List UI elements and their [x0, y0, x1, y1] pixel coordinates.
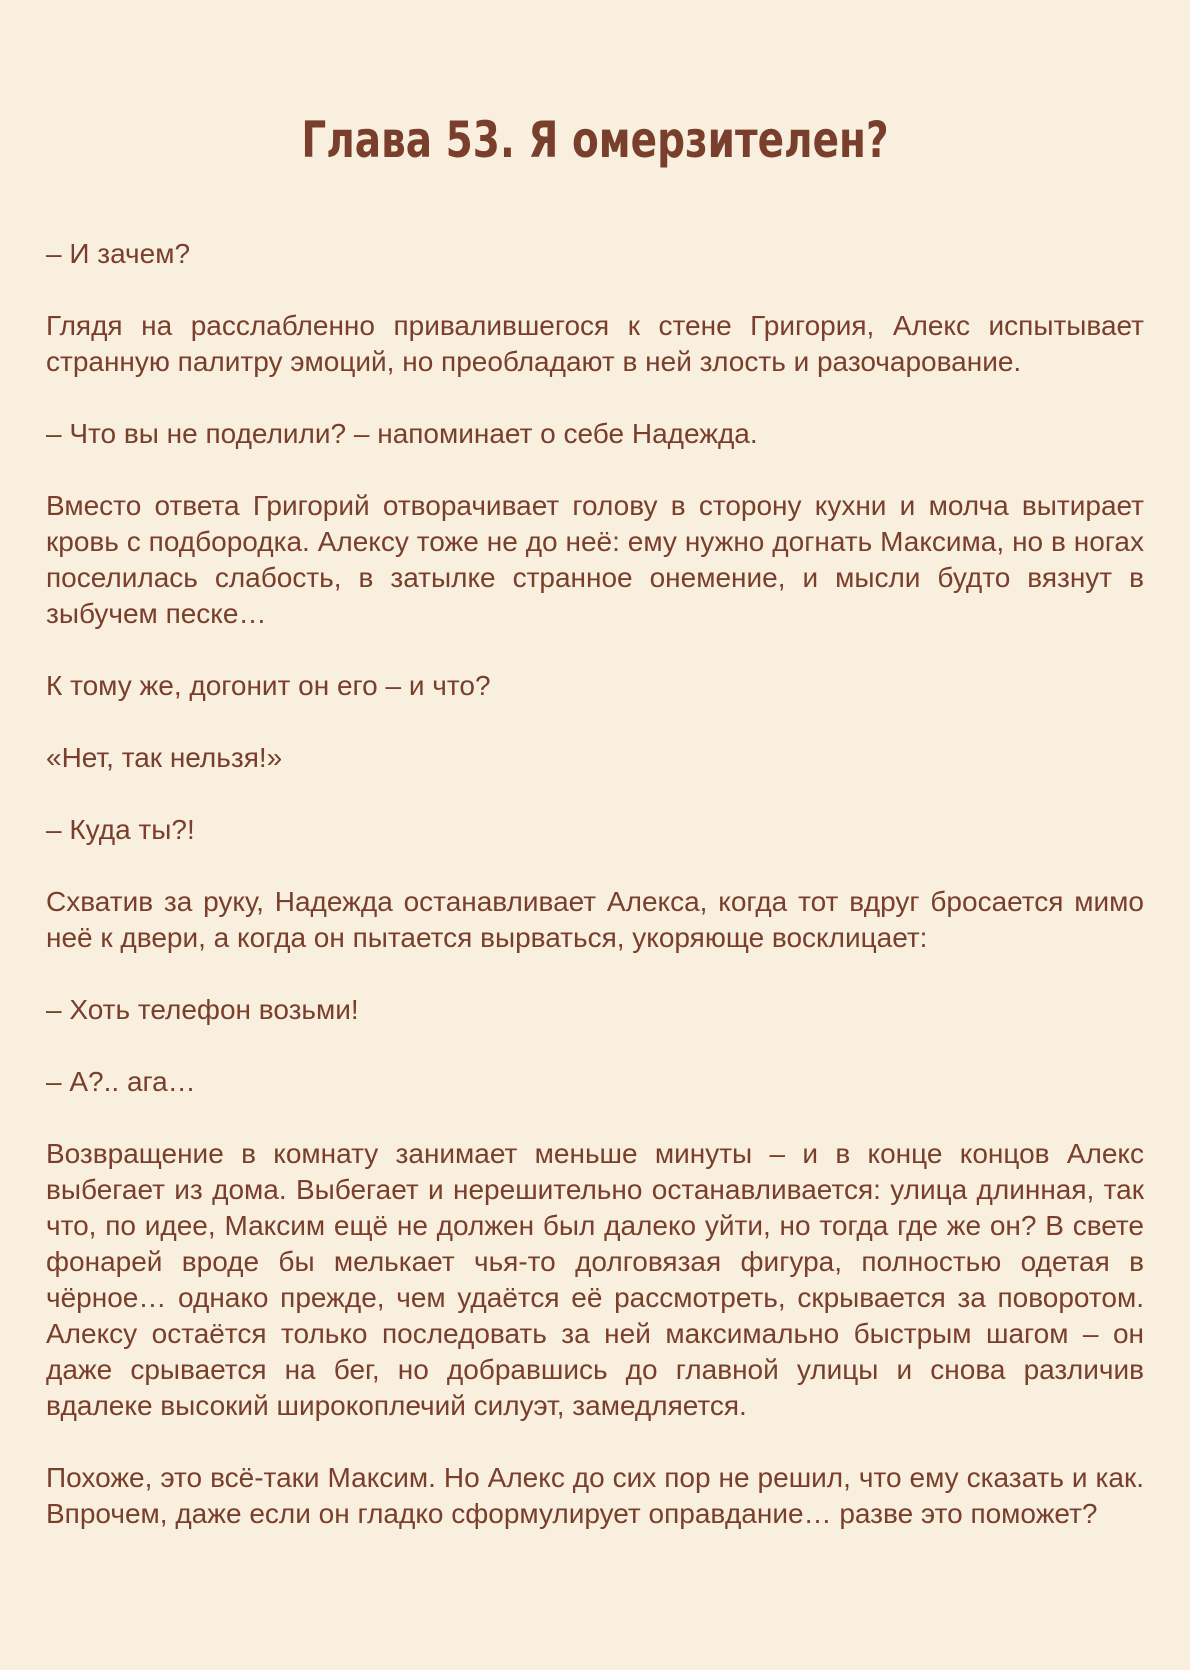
chapter-title: Глава 53. Я омерзителен?: [301, 111, 889, 169]
paragraph: – Хоть телефон возьми!: [46, 994, 359, 1025]
paragraph: – Куда ты?!: [46, 814, 195, 845]
paragraph: Вместо ответа Григорий отворачивает голову в сторону кухни и молча вытирает кровь с подбородка. Алексу тоже не до неё: ему нужно догнать Максима, но в ногах поселилась слабость, в затылке странное онемение, и мысли будто вязнут в зыбучем песке…: [46, 490, 1144, 629]
paragraph: Возвращение в комнату занимает меньше минуты – и в конце концов Алекс выбегает из дома. Выбегает и нерешительно останавливается: улица длинная, так что, по идее, Максим ещё не должен был далеко уйти, но тогда где же он? В свете фонарей вроде бы мелькает чья-то долговязая фигура, полностью одетая в чёрное… однако прежде, чем удаётся её рассмотреть, скрывается за поворотом. Алексу остаётся только последовать за ней максимально быстрым шагом – он даже срывается на бег, но добравшись до главной улицы и снова различив вдалеке высокий широкоплечий силуэт, замедляется.: [46, 1138, 1144, 1421]
paragraph: К тому же, догонит он его – и что?: [46, 670, 491, 701]
paragraph: – Что вы не поделили? – напоминает о себе Надежда.: [46, 418, 758, 449]
paragraph: Похоже, это всё-таки Максим. Но Алекс до сих пор не решил, что ему сказать и как. Впрочем, даже если он гладко сформулирует оправдание… разве это поможет?: [46, 1462, 1144, 1529]
paragraph: «Нет, так нельзя!»: [46, 742, 283, 773]
chapter-text: [46, 236, 1144, 1568]
paragraph: – А?.. ага…: [46, 1066, 196, 1097]
paragraph: Схватив за руку, Надежда останавливает Алекса, когда тот вдруг бросается мимо неё к двери, а когда он пытается вырваться, укоряюще восклицает:: [46, 886, 1144, 953]
paragraph: Глядя на расслабленно привалившегося к стене Григория, Алекс испытывает странную палитру эмоций, но преобладают в ней злость и разочарование.: [46, 310, 1144, 377]
paragraph: – И зачем?: [46, 238, 191, 269]
